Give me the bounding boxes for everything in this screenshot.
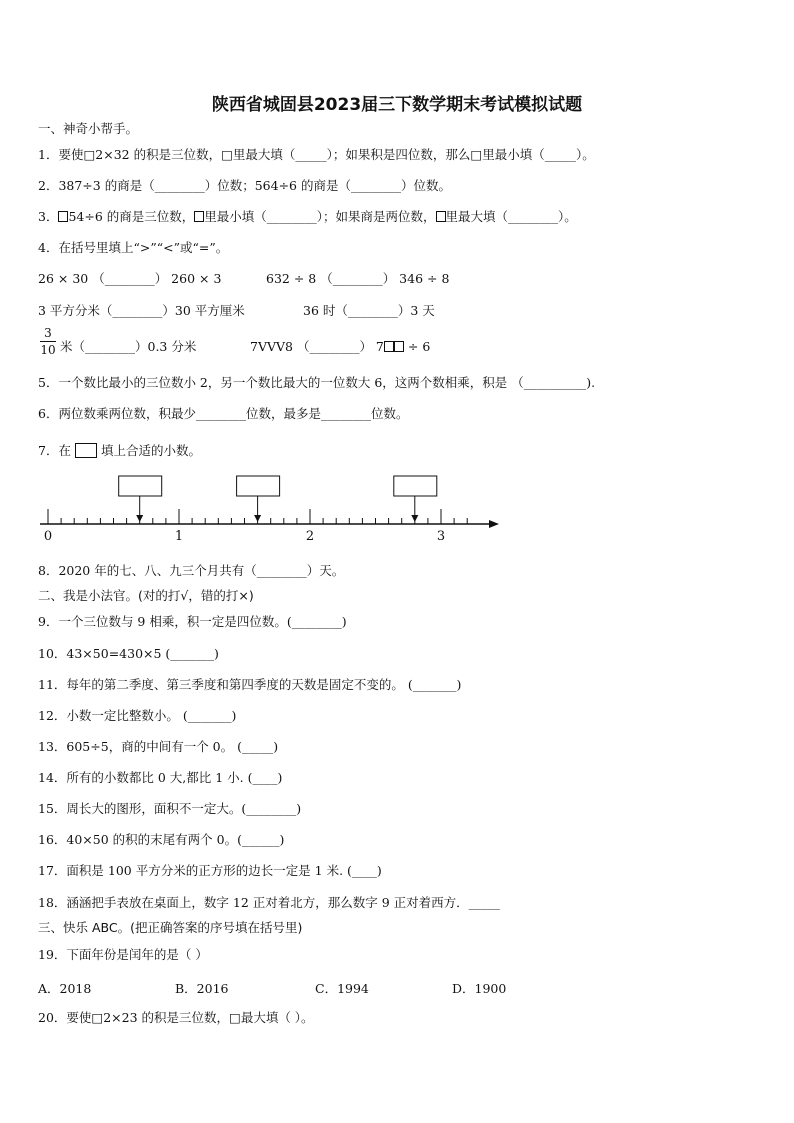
compare-3b-left: 7VVV8 （________） 7 [250,339,384,354]
question-3-number: 3． [38,209,59,224]
tick-label: 3 [436,529,446,544]
option-b: B．2016 [175,981,229,996]
blank-square-icon [194,211,204,222]
question-3 [38,209,577,225]
question-12: 12．小数一定比整数小。 (_______) [38,708,237,723]
question-11: 11．每年的第二季度、第三季度和第四季度的天数是固定不变的。 (_______) [38,677,462,692]
axis-arrow-icon [489,520,499,528]
question-18: 18．涵涵把手表放在桌面上，数字 12 正对着北方，那么数字 9 正对着西方．_____ [38,895,500,910]
question-1: 1．要使□2×32 的积是三位数，□里最大填（_____）；如果积是四位数，那么□里最小填（_____）。 [38,147,595,162]
question-3-part-b: 54÷6 的商是三位数， [68,209,195,224]
answer-box-icon [75,443,97,458]
compare-2a: 3 平方分米（________）30 平方厘米 [38,303,245,318]
fraction-three-tenths [40,326,56,357]
question-8: 8．2020 年的七、八、九三个月共有（________）天。 [38,563,345,578]
question-7-text: 填上合适的小数。 [100,443,201,458]
pointer-arrow-icon [136,515,143,522]
tick-label: 1 [174,529,184,544]
compare-1a: 26 × 30 （________） 260 × 3 [38,271,222,286]
page-title: 陕西省城固县2023届三下数学期末考试模拟试题 [211,95,583,115]
question-17: 17．面积是 100 平方分米的正方形的边长一定是 1 米. (____) [38,863,382,878]
question-13: 13．605÷5，商的中间有一个 0。 (_____) [38,739,279,754]
question-6: 6．两位数乘两位数，积最少________位数，最多是________位数。 [38,406,409,421]
compare-3a: 米（________）0.3 分米 [60,339,197,354]
fraction-bar [40,341,56,342]
compare-3b-right: ÷ 6 [407,339,431,354]
blank-square-icon [436,211,446,222]
fraction-denominator: 10 [40,343,56,357]
pointer-arrow-icon [254,515,261,522]
question-5: 5．一个数比最小的三位数小 2，另一个数比最大的一位数大 6，这两个数相乘，积是 （__________). [38,375,596,390]
section-heading-3: 三、快乐 ABC。(把正确答案的序号填在括号里) [38,920,303,935]
blank-square-icon [394,341,404,352]
compare-3b [250,339,430,355]
compare-1b: 632 ÷ 8 （________） 346 ÷ 8 [266,271,450,286]
question-9: 9．一个三位数与 9 相乘，积一定是四位数。(________) [38,614,347,629]
compare-2b: 36 时（________）3 天 [303,303,435,318]
option-a: A．2018 [38,981,92,996]
option-d: D．1900 [452,981,507,996]
question-2: 2．387÷3 的商是（________）位数；564÷6 的商是（________）位数。 [38,178,451,193]
fraction-numerator: 3 [44,326,52,340]
section-heading-2: 二、我是小法官。(对的打√，错的打×) [38,588,254,603]
blank-square-icon [58,211,68,222]
tick-label: 0 [43,529,53,544]
question-14: 14．所有的小数都比 0 大,都比 1 小. (____) [38,770,283,785]
question-16: 16．40×50 的积的末尾有两个 0。(______) [38,832,285,847]
tick-label: 2 [305,529,315,544]
question-7-number: 7．在 [38,443,71,458]
option-c: C．1994 [315,981,369,996]
question-3-part-c: 里最小填（________）；如果商是两位数， [204,209,436,224]
answer-box [394,476,437,496]
section-heading-1: 一、神奇小帮手。 [38,121,139,136]
pointer-arrow-icon [411,515,418,522]
question-15: 15．周长大的图形，面积不一定大。(________) [38,801,302,816]
answer-box [119,476,162,496]
question-3-part-d: 里最大填（________）。 [445,209,577,224]
question-10: 10．43×50=430×5 (_______) [38,646,219,661]
number-line [0,468,794,548]
question-20: 20．要使□2×23 的积是三位数，□最大填（ ）。 [38,1010,314,1025]
question-19: 19．下面年份是闰年的是（ ） [38,947,208,962]
answer-box [237,476,280,496]
blank-square-icon [384,341,394,352]
question-4: 4．在括号里填上“>”“<”或“=”。 [38,240,229,255]
question-7 [38,443,201,459]
